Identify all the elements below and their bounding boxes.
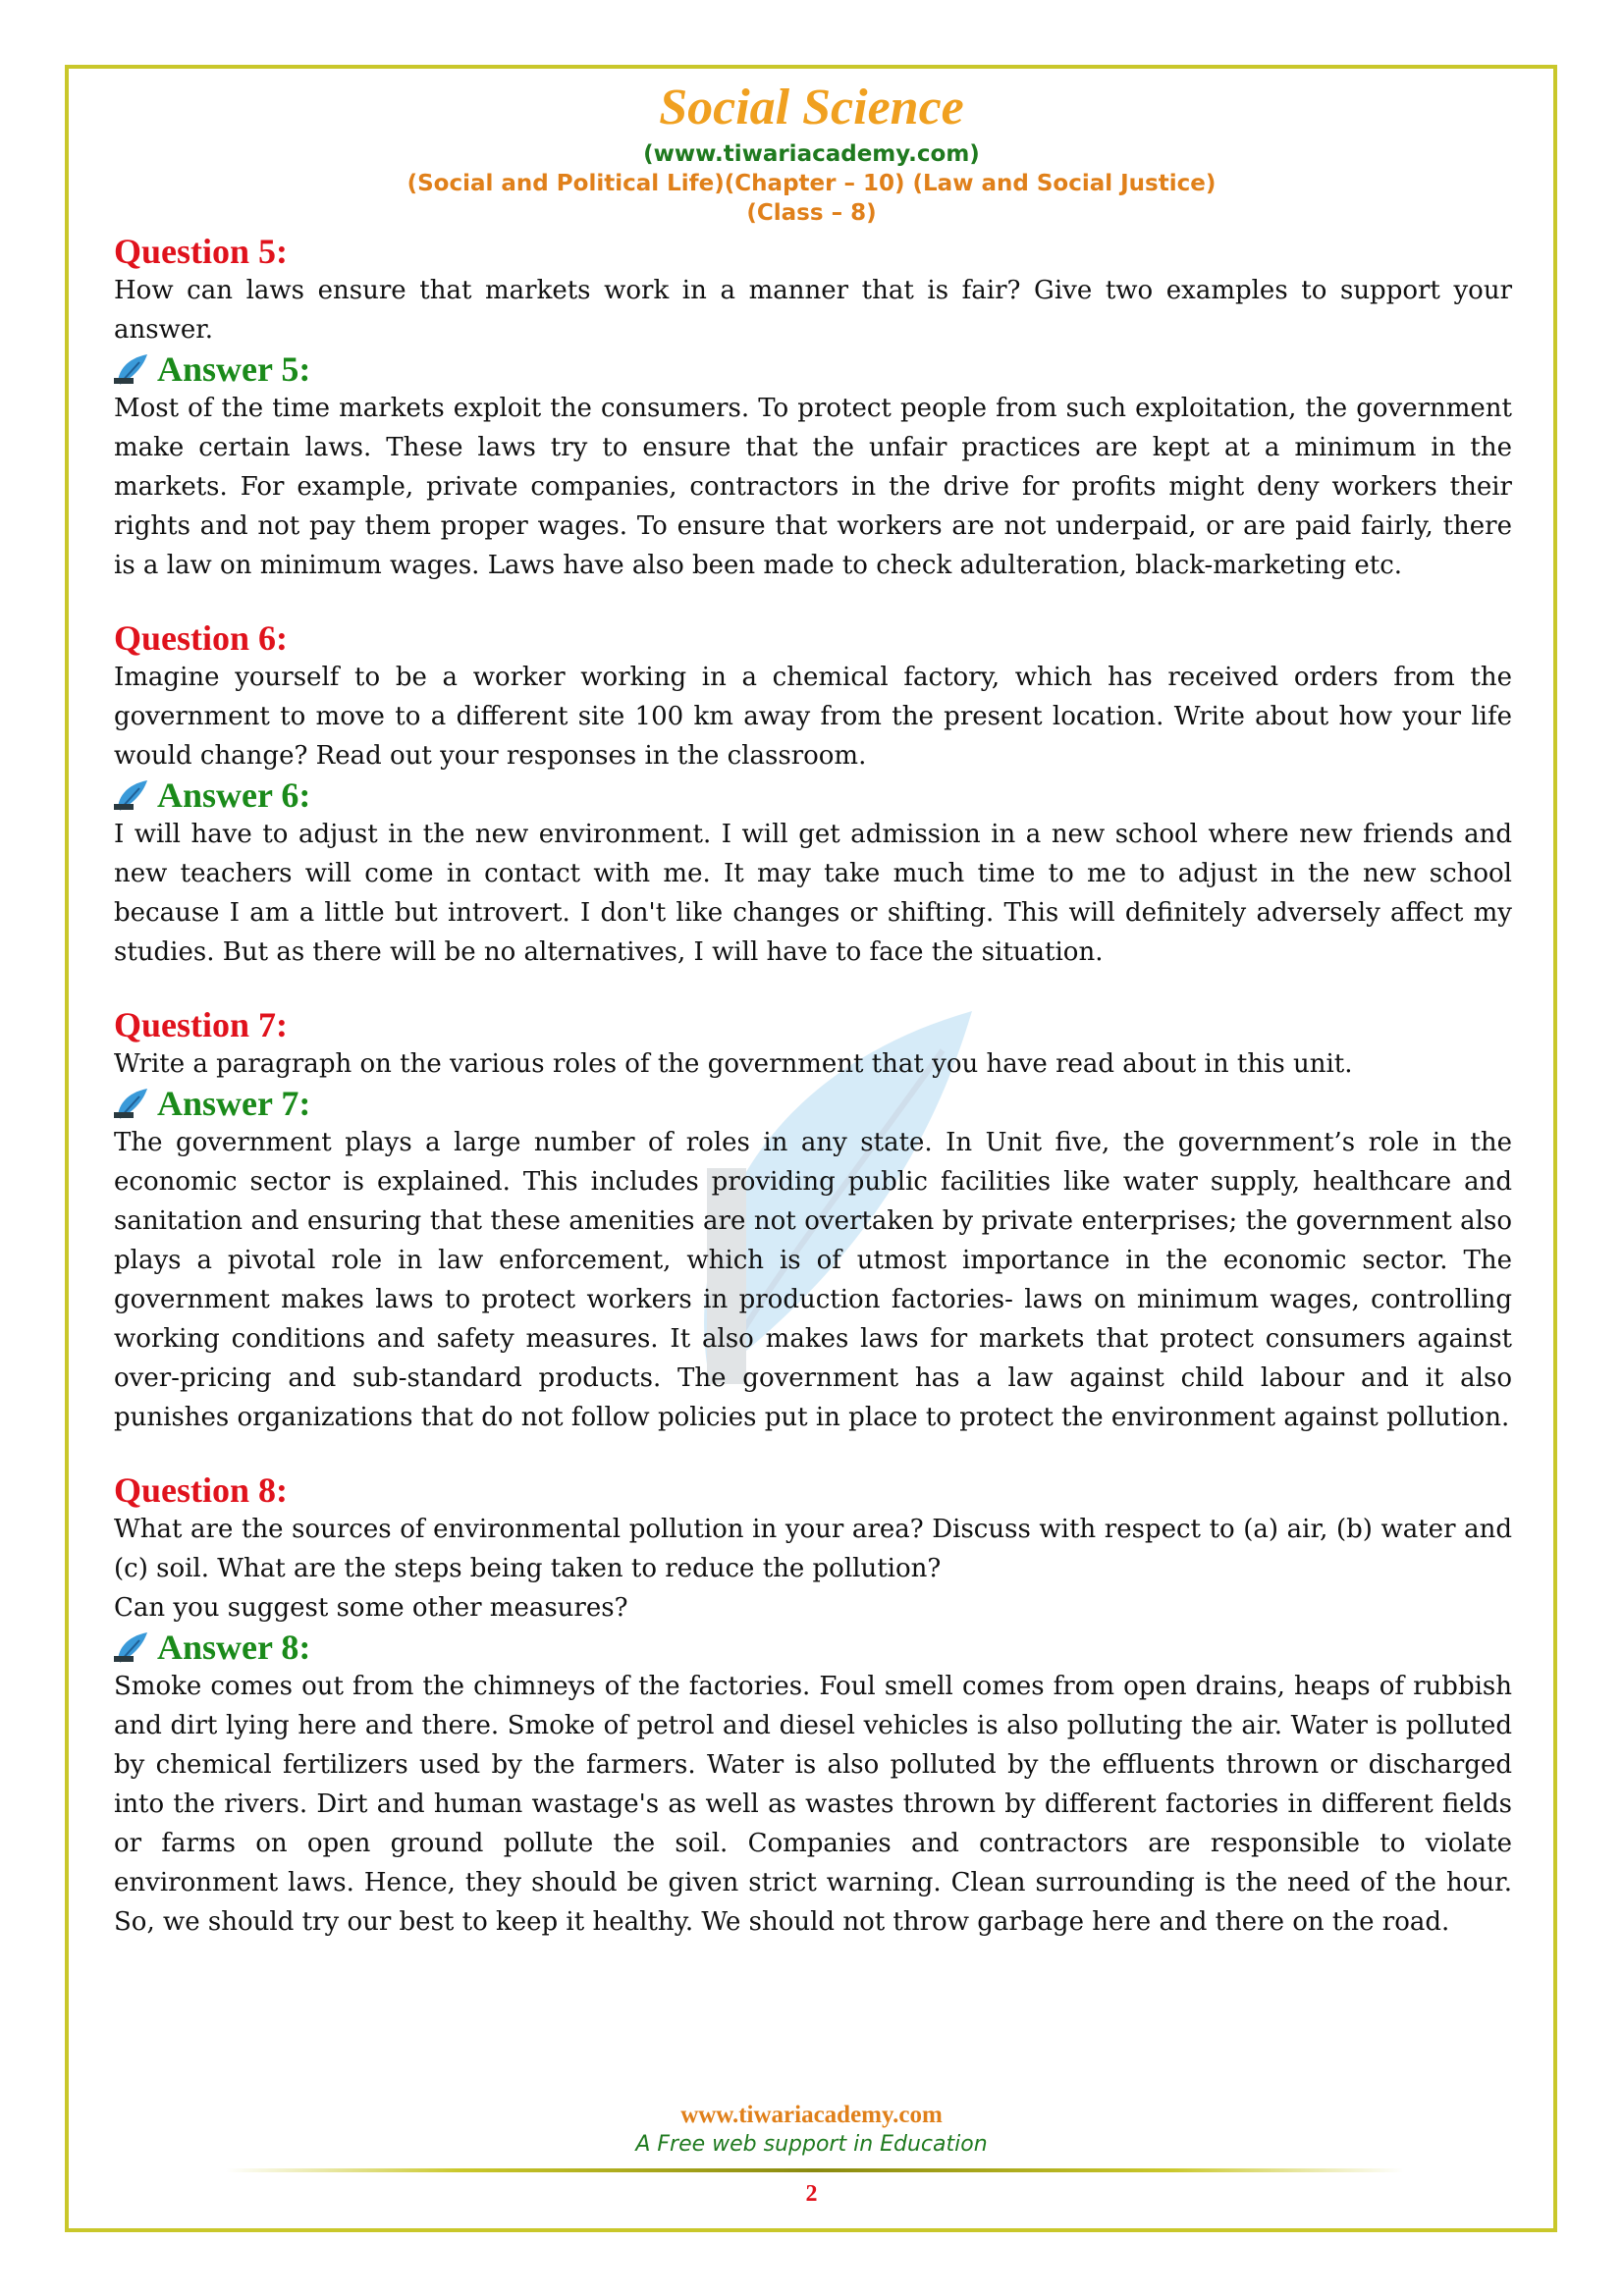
subject-title: Social Science: [659, 80, 964, 135]
question-heading: Question 7:: [114, 1005, 289, 1044]
tiwari-quill-icon: [114, 1630, 149, 1664]
header-website[interactable]: (www.tiwariacademy.com): [643, 141, 980, 167]
tiwari-quill-icon: [114, 1087, 149, 1120]
question-text: How can laws ensure that markets work in a manner that is fair? Give two examples to support your answer.: [114, 276, 1512, 345]
qa-block-7: [114, 1005, 1512, 1437]
page-footer: [0, 2101, 1623, 2160]
footer-divider: [226, 2168, 1404, 2172]
question-text: Write a paragraph on the various roles of the government that you have read about in this unit.: [114, 1049, 1353, 1079]
question-text: What are the sources of environmental pollution in your area? Discuss with respect to (a) air, (b) water and (c) soil. What are the steps being taken to reduce the pollution?: [114, 1515, 1512, 1583]
tiwari-quill-icon: [114, 778, 149, 812]
qa-block-6: [114, 618, 1512, 972]
answer-heading-row: [114, 1628, 1512, 1667]
answer-heading-row: [114, 1084, 1512, 1123]
answer-heading-row: [114, 349, 1512, 389]
footer-website[interactable]: www.tiwariacademy.com: [680, 2102, 943, 2128]
qa-content: [114, 232, 1512, 1975]
page-header: [0, 77, 1623, 228]
question-text-followup: Can you suggest some other measures?: [114, 1593, 628, 1623]
answer-text: Smoke comes out from the chimneys of the factories. Foul smell comes from open drains, heaps of rubbish and dirt lying here and there. Smoke of petrol and diesel vehicles is also polluting the air. Water is polluted by chemical fertilizers used by the farmers. Water is also polluted by the effluents thrown or discharged into the rivers. Dirt and human wastage's as well as wastes thrown by different factories in different fields or farms on open ground pollute the soil. Companies and contractors are responsible to violate environment laws. Hence, they should be given strict warning. Clean surrounding is the need of the hour. So, we should try our best to keep it healthy. We should not throw garbage here and there on the road.: [114, 1672, 1512, 1937]
page-number: 2: [805, 2181, 818, 2207]
answer-text: I will have to adjust in the new environment. I will get admission in a new school where new friends and new teachers will come in contact with me. It may take much time to me to adjust in the new school because I am a little but introvert. I don't like changes or shifting. This will definitely adversely affect my studies. But as there will be no alternatives, I will have to face the situation.: [114, 820, 1512, 967]
footer-tagline: A Free web support in Education: [635, 2132, 988, 2157]
answer-text: Most of the time markets exploit the consumers. To protect people from such exploitation, the government make certain laws. These laws try to ensure that the unfair practices are kept at a minimum in the markets. For example, private companies, contractors in the drive for profits might deny workers their rights and not pay them proper wages. To ensure that workers are not underpaid, or are paid fairly, there is a law on minimum wages. Laws have also been made to check adulteration, black-marketing etc.: [114, 394, 1512, 580]
question-heading: Question 8:: [114, 1470, 289, 1510]
chapter-subtitle: (Social and Political Life)(Chapter – 10) (Law and Social Justice): [406, 171, 1217, 196]
tiwari-quill-icon: [114, 352, 149, 386]
answer-label: Answer 5:: [157, 349, 311, 389]
question-text: Imagine yourself to be a worker working in a chemical factory, which has received orders from the government to move to a different site 100 km away from the present location. Write about how your life would change? Read out your responses in the classroom.: [114, 663, 1512, 771]
question-heading: Question 5:: [114, 232, 289, 271]
answer-heading-row: [114, 775, 1512, 815]
answer-text: The government plays a large number of roles in any state. In Unit five, the government’s role in the economic sector is explained. This includes providing public facilities like water supply, healthcare and sanitation and ensuring that these amenities are not overtaken by private enterprises; the government also plays a pivotal role in law enforcement, which is of utmost importance in the economic sector. The government makes laws to protect workers in production factories- laws on minimum wages, controlling working conditions and safety measures. It also makes laws for markets that protect consumers against over-pricing and sub-standard products. The government has a law against child labour and it also punishes organizations that do not follow policies put in place to protect the environment against pollution.: [114, 1128, 1512, 1432]
qa-block-8: [114, 1470, 1512, 1942]
qa-block-5: [114, 232, 1512, 585]
question-heading: Question 6:: [114, 618, 289, 658]
answer-label: Answer 8:: [157, 1628, 311, 1667]
answer-label: Answer 7:: [157, 1084, 311, 1123]
class-label: (Class – 8): [746, 200, 877, 226]
answer-label: Answer 6:: [157, 775, 311, 815]
